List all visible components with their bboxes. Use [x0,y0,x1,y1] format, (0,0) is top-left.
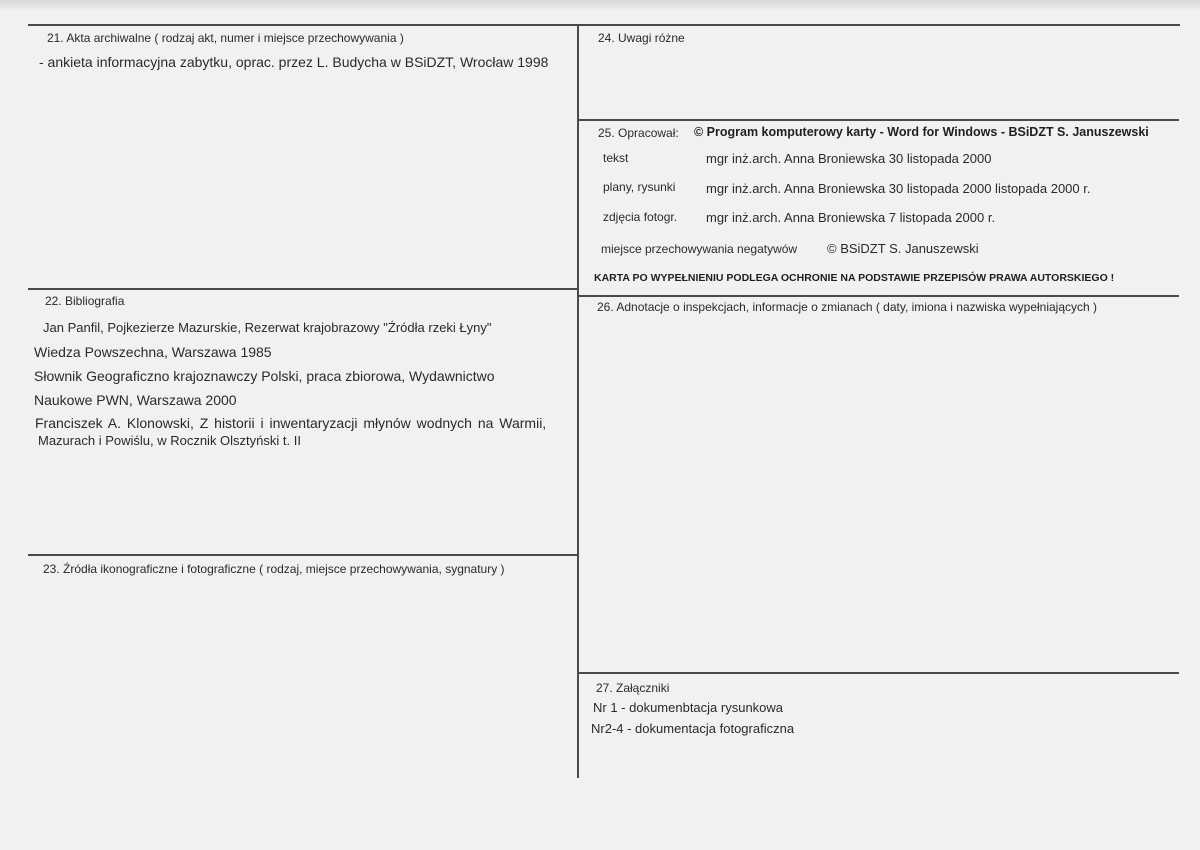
section-21-item: - ankieta informacyjna zabytku, oprac. przez L. Budycha w BSiDZT, Wrocław 1998 [39,54,549,70]
bibliography-line: Mazurach i Powiślu, w Rocznik Olsztyński t. II [38,433,301,448]
bibliography-line: Jan Panfil, Pojkezierze Mazurskie, Rezerwat krajobrazowy "Źródła rzeki Łyny" [43,320,492,335]
divider-21-22 [28,288,578,290]
section-24-heading: 24. Uwagi różne [598,31,685,45]
section-23-heading: 23. Źródła ikonograficzne i fotograficzne ( rodzaj, miejsce przechowywania, sygnatury ) [43,562,505,576]
bibliography-line: Franciszek A. Klonowski, Z historii i inwentaryzacji młynów wodnych na Warmii, [35,415,547,431]
center-divider-line [577,24,579,778]
divider-24-25 [579,119,1179,121]
bibliography-line: Naukowe PWN, Warszawa 2000 [34,392,237,408]
author-row-value: mgr inż.arch. Anna Broniewska 30 listopada 2000 listopada 2000 r. [706,181,1091,196]
bibliography-line: Wiedza Powszechna, Warszawa 1985 [34,344,272,360]
author-row-label: zdjęcia fotogr. [603,210,678,224]
top-border-line [28,24,1180,26]
section-21-heading: 21. Akta archiwalne ( rodzaj akt, numer i miejsce przechowywania ) [47,31,404,45]
negatives-value: © BSiDZT S. Januszewski [827,241,979,256]
author-row-label: plany, rysunki [603,180,676,194]
section-26-heading: 26. Adnotacje o inspekcjach, informacje o zmianach ( daty, imiona i nazwiska wypełniających ) [597,300,1098,314]
program-credit: © Program komputerowy karty - Word for Windows - BSiDZT S. Januszewski [694,125,1149,139]
negatives-label: miejsce przechowywania negatywów [601,242,798,256]
divider-22-23 [28,554,578,556]
divider-25-26 [579,295,1179,297]
author-row-value: mgr inż.arch. Anna Broniewska 7 listopada 2000 r. [706,210,996,225]
copyright-notice: KARTA PO WYPEŁNIENIU PODLEGA OCHRONIE NA PODSTAWIE PRZEPISÓW PRAWA AUTORSKIEGO ! [594,272,1115,284]
divider-26-27 [579,672,1179,674]
author-row-value: mgr inż.arch. Anna Broniewska 30 listopada 2000 [706,151,992,166]
section-27-heading: 27. Załączniki [596,681,670,695]
section-25-heading: 25. Opracował: [598,126,679,140]
scan-top-edge [0,0,1200,10]
author-row-label: tekst [603,151,629,165]
attachment-item: Nr2-4 - dokumentacja fotograficzna [591,721,795,736]
attachment-item: Nr 1 - dokumenbtacja rysunkowa [593,700,784,715]
section-22-heading: 22. Bibliografia [45,294,125,308]
bibliography-line: Słownik Geograficzno krajoznawczy Polski, praca zbiorowa, Wydawnictwo [34,368,495,384]
